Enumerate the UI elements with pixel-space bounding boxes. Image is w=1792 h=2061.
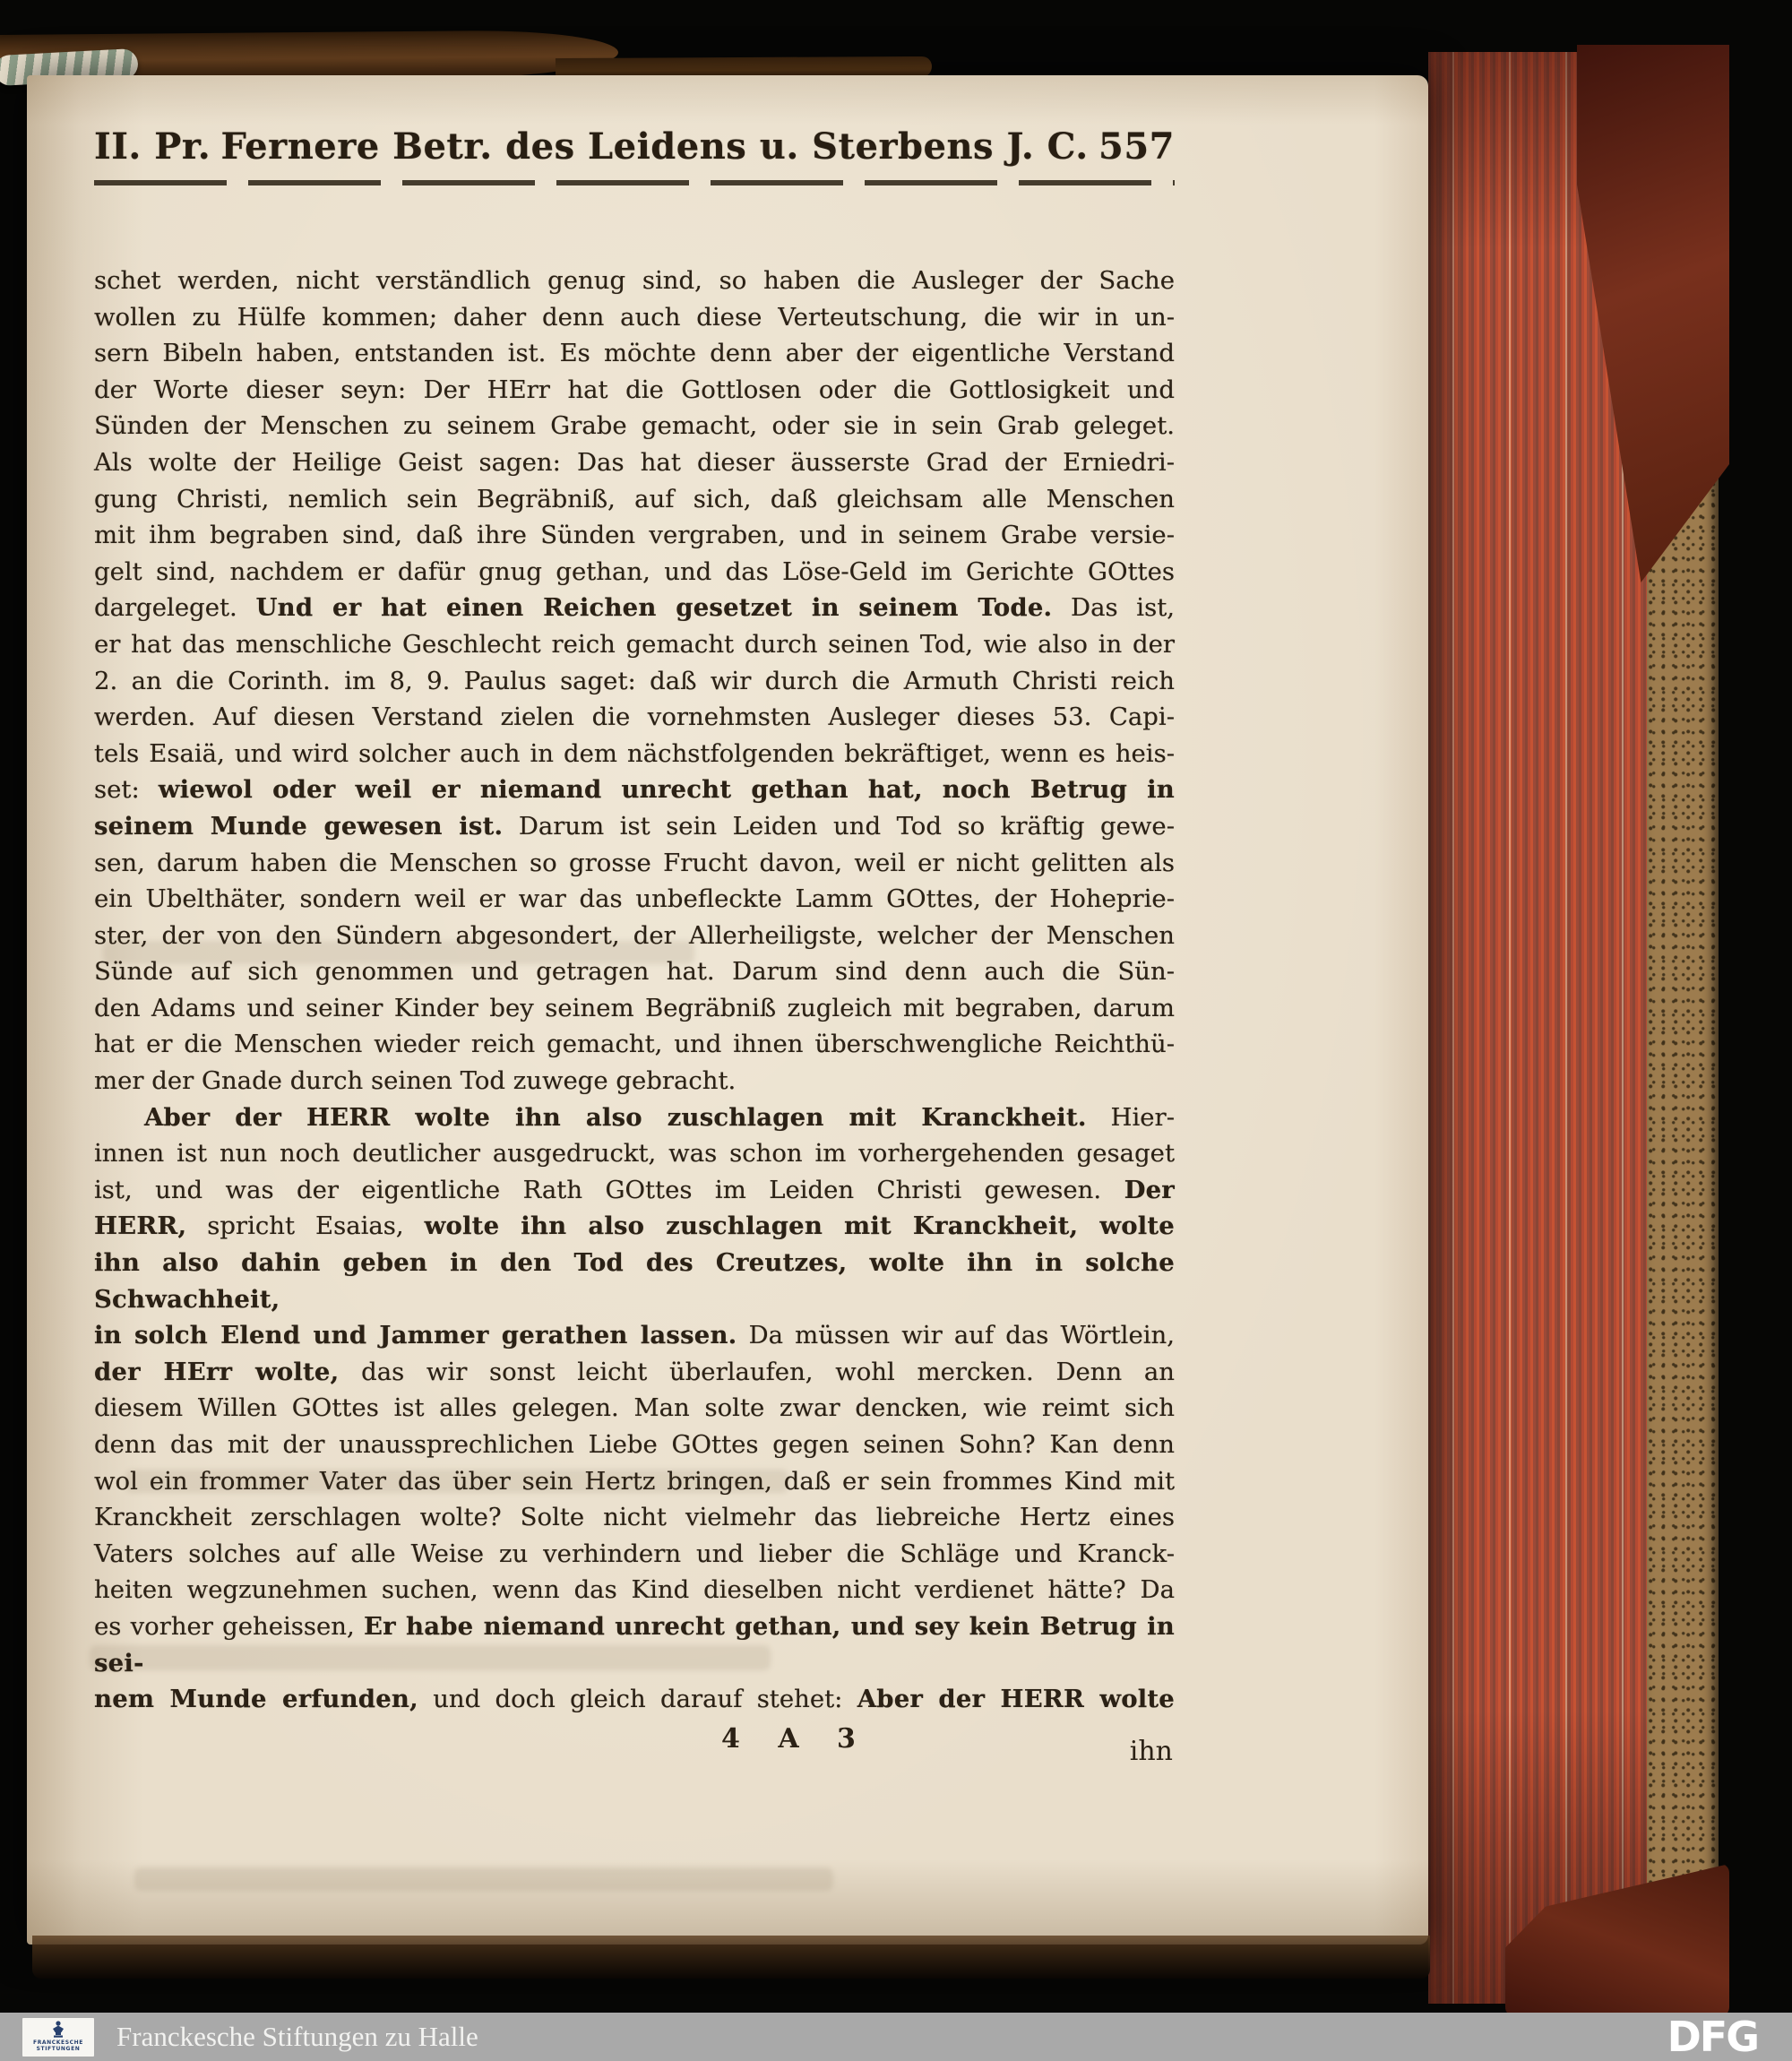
body-text-segment: den Adams und seiner Kinder bey seinem Begräbniß zugleich mit begraben, darum: [94, 993, 1175, 1022]
text-line: [94, 990, 1175, 1027]
body-text-segment: 2. an die Corinth. im 8, 9. Paulus saget: daß wir durch die Armuth Christi reich: [94, 666, 1175, 695]
body-text-segment: sen, darum haben die Menschen so grosse Frucht davon, weil er nicht gelitten als: [94, 848, 1175, 877]
library-logo-text-line1: FRANCKESCHE: [33, 2039, 83, 2046]
text-line: [94, 736, 1175, 772]
body-text-segment: Sünde auf sich genommen und getragen hat. Darum sind denn auch die Sün-: [94, 957, 1175, 987]
body-text-segment: denn das mit der unaussprechlichen Liebe GOttes gegen seinen Sohn? Kan denn: [94, 1430, 1175, 1459]
body-text-segment: mit ihm begraben sind, daß ihre Sünden vergraben, und in seinem Grabe versie-: [94, 521, 1175, 550]
text-line: [94, 299, 1175, 336]
text-line: [94, 626, 1175, 663]
body-text-segment: wol ein frommer Vater das über sein Hertz bringen, daß er sein frommes Kind mit: [94, 1466, 1175, 1496]
text-line: [94, 1317, 1175, 1354]
body-text-segment: Als wolte der Heilige Geist sagen: Das hat dieser äusserste Grad der Erniedri-: [94, 447, 1175, 477]
text-line: [94, 1208, 1175, 1245]
header-page-number: 557: [1098, 125, 1175, 168]
text-line: [94, 808, 1175, 845]
library-logo-text-line2: STIFTUNGEN: [36, 2046, 81, 2052]
text-line: [94, 590, 1175, 626]
body-text-segment: der Worte dieser seyn: Der HErr hat die Gottlosen oder die Gottlosigkeit und: [94, 375, 1175, 404]
viewer-footer-bar: [0, 2013, 1792, 2061]
page-foot-row: [94, 1723, 1175, 1766]
body-text-segment: set:: [94, 775, 159, 805]
text-line: [94, 1572, 1175, 1608]
text-line: [94, 481, 1175, 518]
text-line: [94, 1172, 1175, 1209]
emphasized-text: in solch Elend und Jammer gerathen lassen.: [94, 1321, 737, 1350]
body-text-segment: das wir sonst leicht überlaufen, wohl mercken. Denn an: [339, 1357, 1175, 1386]
body-text-segment: wollen zu Hülfe kommen; daher denn auch diese Verteutschung, die wir in un-: [94, 302, 1175, 332]
text-line: [94, 699, 1175, 736]
text-line: [94, 1135, 1175, 1172]
page-bottom-shadow: [32, 1936, 1430, 1979]
body-text-segment: Vaters solches auf alle Weise zu verhindern und lieber die Schläge und Kranck-: [94, 1539, 1175, 1568]
signature-mark: 4 A 3: [721, 1722, 861, 1755]
emphasized-text: Und er hat einen Reichen gesetzet in seinem Tode.: [255, 593, 1053, 623]
body-text-segment: spricht Esaias,: [186, 1212, 425, 1241]
page-content: [94, 125, 1175, 1766]
text-line: [94, 1390, 1175, 1427]
library-name: Franckesche Stiftungen zu Halle: [116, 2021, 478, 2052]
body-text-segment: Das ist,: [1052, 593, 1175, 623]
emphasized-text: nem Munde erfunden,: [94, 1685, 418, 1714]
text-line: [94, 1099, 1175, 1136]
body-text-segment: Darum ist sein Leiden und Tod so kräftig gewe-: [503, 811, 1175, 841]
body-text-segment: gung Christi, nemlich sein Begräbniß, auf sich, daß gleichsam alle Menschen: [94, 484, 1175, 513]
text-line: [94, 1427, 1175, 1463]
body-text-segment: ist, und was der eigentliche Rath GOttes im Leiden Christi gewesen.: [94, 1175, 1124, 1204]
dfg-logo: DFG: [1667, 2013, 1758, 2061]
emphasized-text: wiewol oder weil er niemand unrecht gethan hat, noch Betrug in: [158, 775, 1175, 805]
book-page: [27, 75, 1428, 1945]
showthrough-mark: [134, 1867, 833, 1891]
body-text-segment: ster, der von den Sündern abgesondert, der Allerheiligste, welcher der Menschen: [94, 920, 1175, 950]
text-line: [94, 845, 1175, 882]
text-line: [94, 372, 1175, 409]
emphasized-text: der HErr wolte,: [94, 1357, 340, 1386]
franckesche-eagle-icon: [50, 2020, 66, 2039]
text-line: [94, 663, 1175, 700]
body-text-segment: Kranckheit zerschlagen wolte? Solte nicht vielmehr das liebreiche Hertz eines: [94, 1503, 1175, 1532]
text-line: [94, 444, 1175, 481]
text-line: [94, 1499, 1175, 1536]
body-text-segment: dargeleget.: [94, 593, 256, 623]
text-line: [94, 1681, 1175, 1718]
text-line: [94, 408, 1175, 444]
body-text-segment: gelt sind, nachdem er dafür gnug gethan, und das Löse-Geld im Gerichte GOttes: [94, 556, 1175, 586]
text-line: [94, 881, 1175, 918]
emphasized-text: ihn also dahin geben in den Tod des Creutzes, wolte ihn in solche Schwachheit,: [94, 1248, 1175, 1314]
library-logo: [22, 2018, 94, 2057]
text-line: [94, 953, 1175, 990]
body-text-segment: schet werden, nicht verständlich genug sind, so haben die Ausleger der Sache: [94, 266, 1175, 295]
text-line: [94, 1026, 1175, 1063]
body-text-segment: hat er die Menschen wieder reich gemacht, und ihnen überschwengliche Reichthü-: [94, 1030, 1175, 1059]
body-text-segment: Da müssen wir auf das Wörtlein,: [737, 1321, 1175, 1350]
text-line: [94, 1536, 1175, 1573]
text-line: [94, 1245, 1175, 1317]
text-block: [94, 263, 1175, 1718]
body-text-segment: und doch gleich darauf stehet:: [418, 1685, 857, 1714]
text-line: [94, 918, 1175, 954]
text-line: [94, 1354, 1175, 1391]
text-line: [94, 517, 1175, 554]
running-header: [94, 125, 1175, 168]
header-rule: [94, 180, 1175, 185]
body-text-segment: tels Esaiä, und wird solcher auch in dem nächstfolgenden bekräftiget, wenn es heis-: [94, 738, 1175, 768]
header-title: Fernere Betr. des Leidens u. Sterbens J. C.: [220, 125, 1089, 168]
body-text-segment: Sünden der Menschen zu seinem Grabe gemacht, oder sie in sein Grab geleget.: [94, 411, 1175, 441]
emphasized-text: seinem Munde gewesen ist.: [94, 811, 504, 841]
body-text-segment: Hier-: [1086, 1102, 1175, 1132]
body-text-segment: diesem Willen GOttes ist alles gelegen. Man solte zwar dencken, wie reimt sich: [94, 1393, 1175, 1423]
body-text-segment: es vorher geheissen,: [94, 1611, 364, 1641]
emphasized-text: wolte ihn also zuschlagen mit Kranckheit, wolte: [424, 1212, 1175, 1241]
emphasized-text: Aber der HERR wolte ihn also zuschlagen mit Kranckheit.: [144, 1102, 1087, 1132]
body-text-segment: mer der Gnade durch seinen Tod zuwege gebracht.: [94, 1066, 737, 1096]
text-line: [94, 1063, 1175, 1099]
emphasized-text: Aber der HERR wolte: [857, 1685, 1175, 1714]
text-line: [94, 554, 1175, 591]
text-line: [94, 772, 1175, 808]
text-line: [94, 1608, 1175, 1681]
emphasized-text: HERR,: [94, 1212, 187, 1241]
body-text-segment: er hat das menschliche Geschlecht reich gemacht durch seinen Tod, wie also in der: [94, 629, 1175, 659]
body-text-segment: werden. Auf diesen Verstand zielen die vornehmsten Ausleger dieses 53. Capi-: [94, 703, 1175, 732]
body-text-segment: heiten wegzunehmen suchen, wenn das Kind dieselben nicht verdienet hätte? Da: [94, 1575, 1175, 1605]
body-text-segment: ein Ubelthäter, sondern weil er war das unbefleckte Lamm GOttes, der Hoheprie-: [94, 884, 1175, 914]
body-text-segment: innen ist nun noch deutlicher ausgedruckt, was schon im vorhergehenden gesaget: [94, 1139, 1175, 1168]
catchword: ihn: [1129, 1735, 1173, 1767]
body-text-segment: sern Bibeln haben, entstanden ist. Es möchte denn aber der eigentliche Verstand: [94, 339, 1175, 368]
text-line: [94, 263, 1175, 299]
text-line: [94, 335, 1175, 372]
emphasized-text: Der: [1124, 1175, 1175, 1204]
text-line: [94, 1463, 1175, 1500]
emphasized-text: Er habe niemand unrecht gethan, und sey kein Betrug in sei-: [94, 1611, 1176, 1677]
header-section: II. Pr.: [94, 125, 211, 168]
